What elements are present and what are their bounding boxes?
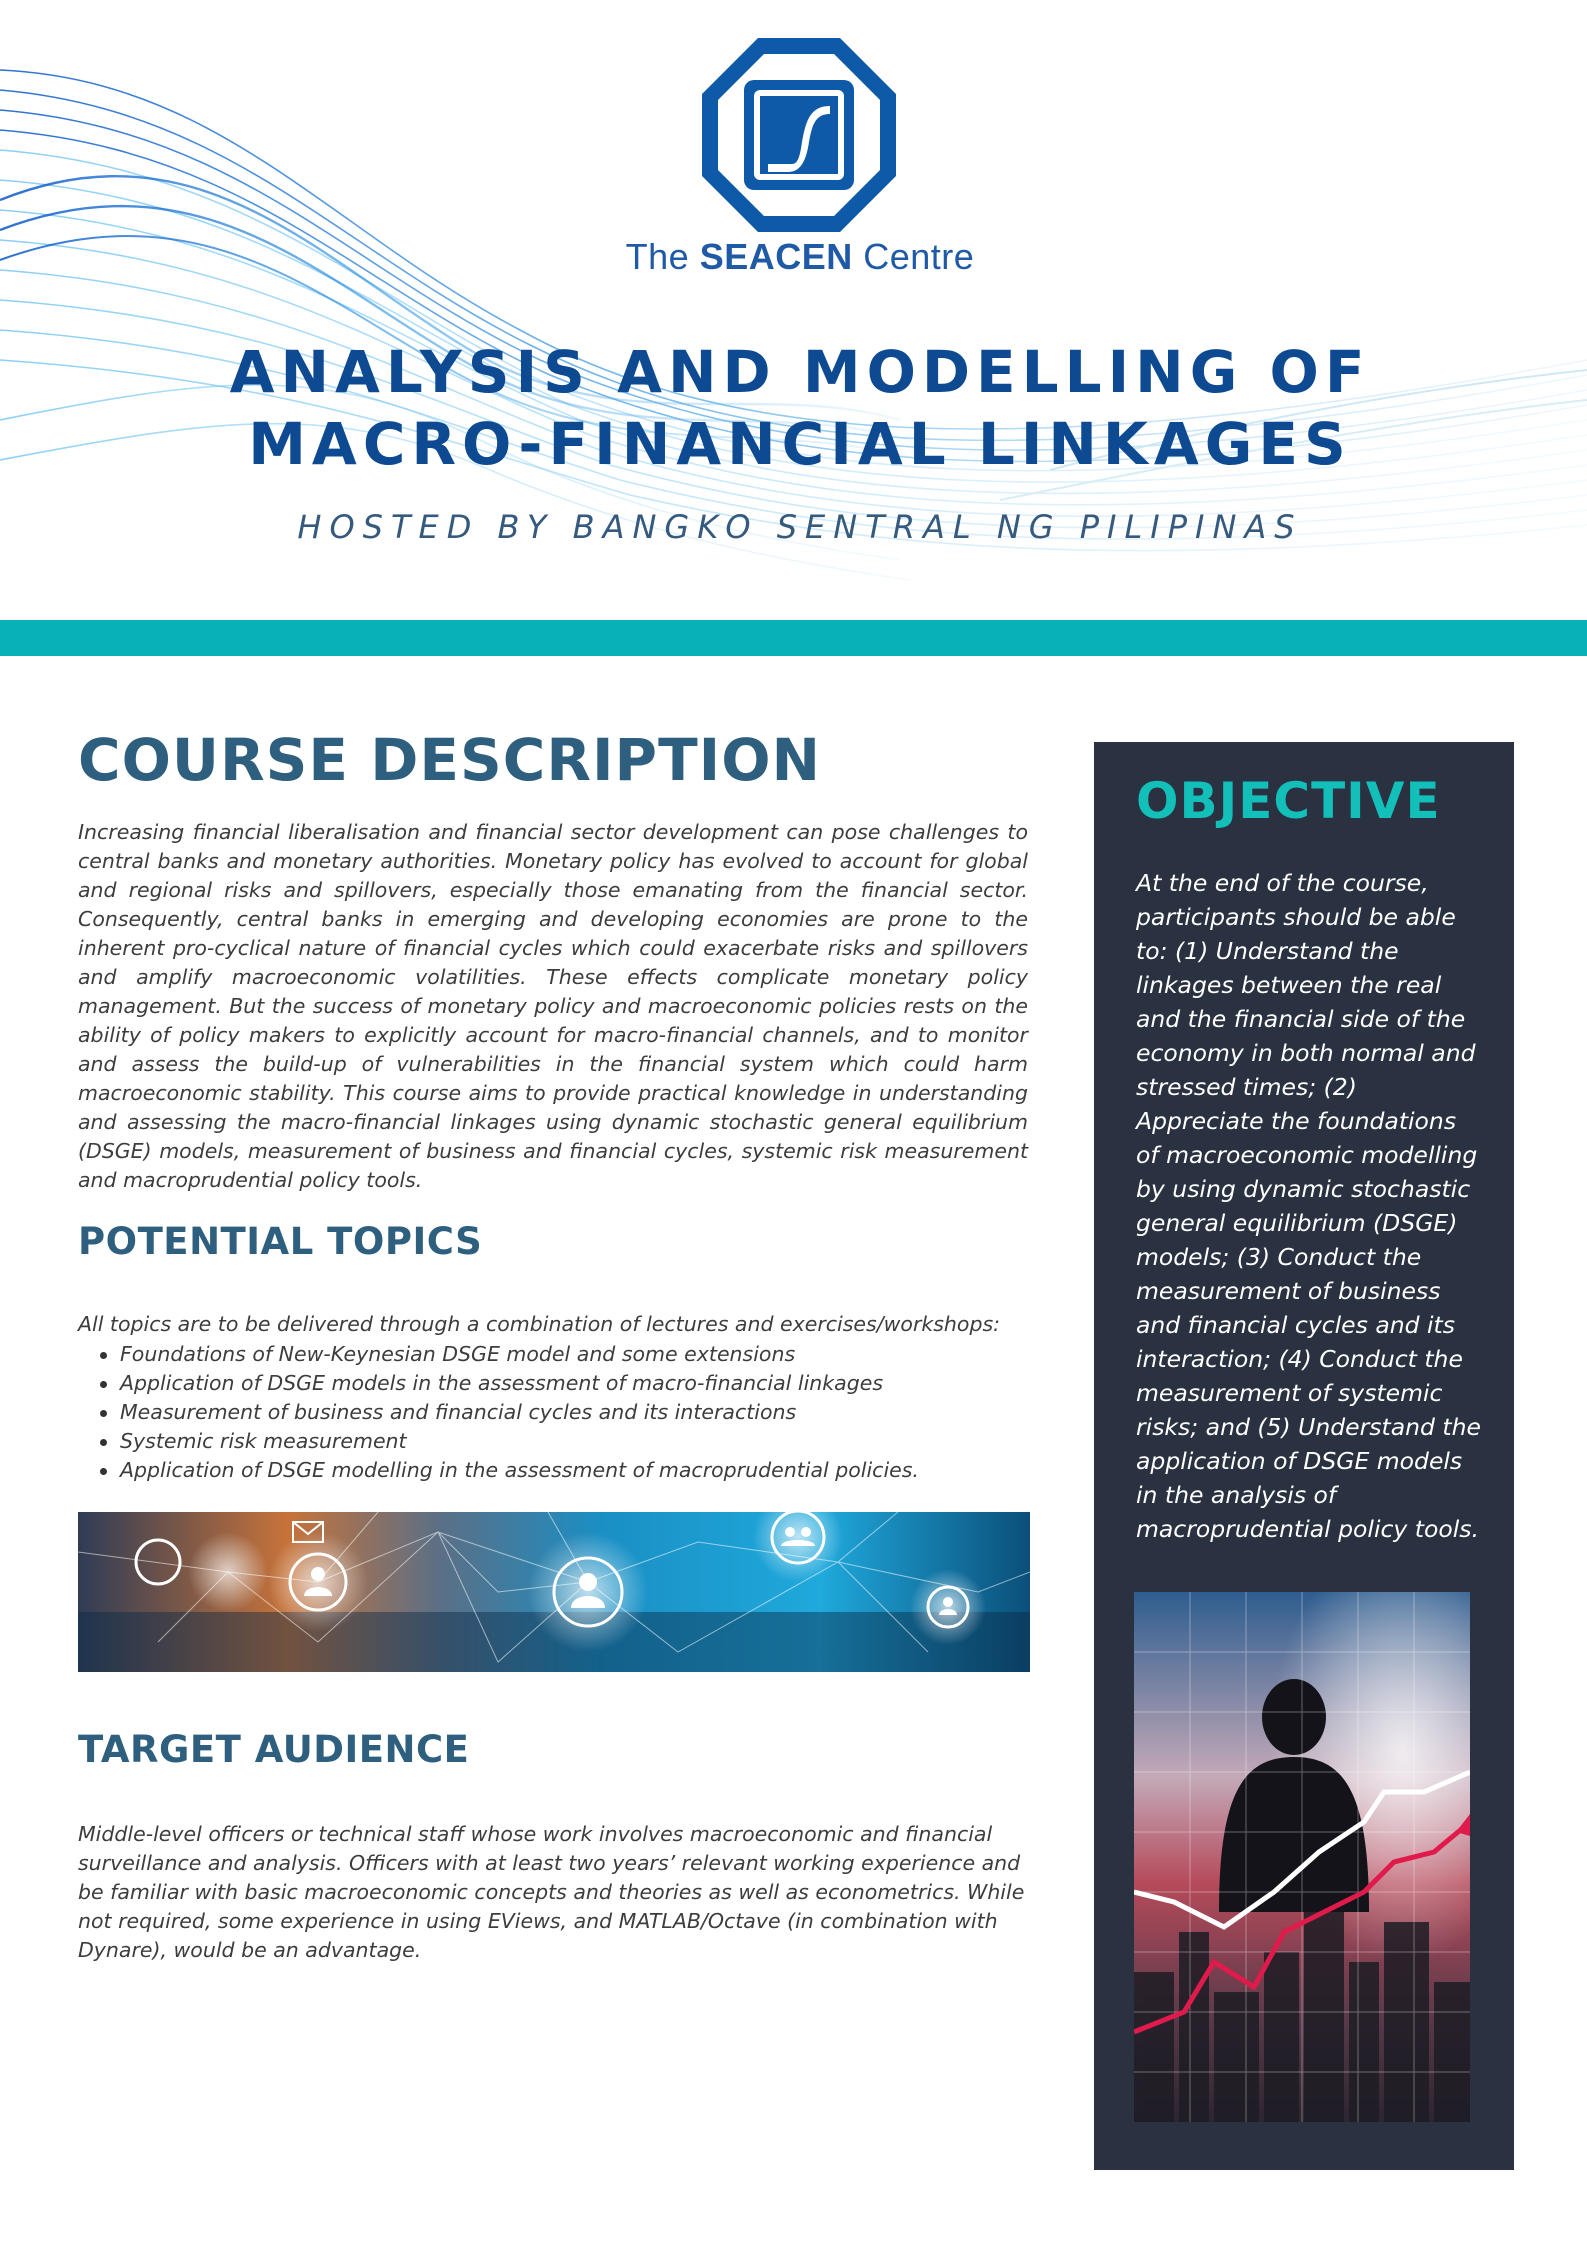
teal-divider-bar — [0, 620, 1587, 656]
brand-name — [560, 236, 1040, 278]
brand-suffix: Centre — [852, 236, 975, 277]
brand-prefix: The — [625, 236, 700, 277]
potential-topics-heading: POTENTIAL TOPICS — [78, 1220, 483, 1263]
course-description-heading: COURSE DESCRIPTION — [78, 726, 822, 794]
page-title-line1: ANALYSIS AND MODELLING OF — [229, 338, 1371, 406]
objective-panel — [1094, 742, 1514, 2170]
header — [0, 0, 1587, 620]
objective-text: At the end of the course, participants should be able to: (1) Understand the linkages between the real and the financial side of the economy in both normal and stressed times; (2) Appreciate the foundations of macroeconomic modelling by using dynamic stochastic general equilibrium (DSGE) models; (3) Conduct the measurement of business and financial cycles and its interaction; (4) Conduct the measurement of systemic risks; and (5) Understand the application of DSGE models in the analysis of macroprudential policy tools. — [1136, 869, 1481, 1543]
list-item: Systemic risk measurement — [78, 1427, 1028, 1456]
page-title-line2: MACRO-FINANCIAL LINKAGES — [248, 410, 1352, 478]
list-item: Application of DSGE modelling in the assessment of macroprudential policies. — [78, 1456, 1028, 1485]
business-chart-icon — [1134, 1592, 1470, 2122]
topics-intro: All topics are to be delivered through a combination of lectures and exercises/workshops: — [78, 1312, 1001, 1336]
host-subtitle: HOSTED BY BANGKO SENTRAL NG PILIPINAS — [297, 508, 1303, 546]
list-item: Application of DSGE models in the assessment of macro-financial linkages — [78, 1369, 1028, 1398]
seacen-logo-icon — [702, 38, 896, 232]
topics-list — [78, 1340, 1028, 1485]
list-item: Foundations of New-Keynesian DSGE model and some extensions — [78, 1340, 1028, 1369]
network-banner-image — [78, 1512, 1030, 1672]
list-item: Measurement of business and financial cycles and its interactions — [78, 1398, 1028, 1427]
brand-bold: SEACEN — [699, 236, 853, 277]
objective-heading: OBJECTIVE — [1136, 772, 1441, 830]
course-description-text: Increasing financial liberalisation and financial sector development can pose challenges to central banks and monetary authorities. Monetary policy has evolved to account for global and regional risks and spillovers, especially those emanating from the financial sector. Consequently, central banks in emerging and developing economies are prone to the inherent pro-cyclical nature of financial cycles which could exacerbate risks and spillovers and amplify macroeconomic volatilities. These effects complicate monetary policy management. But the success of monetary policy and macroeconomic policies rests on the ability of policy makers to explicitly account for macro-financial channels, and to monitor and assess the build-up of vulnerabilities in the financial system which could harm macroeconomic stability. This course aims to provide practical knowledge in understanding and assessing the macro-financial linkages using dynamic stochastic general equilibrium (DSGE) models, measurement of business and financial cycles, systemic risk measurement and macroprudential policy tools. — [78, 820, 1028, 1192]
target-audience-heading: TARGET AUDIENCE — [78, 1728, 470, 1771]
page-title — [160, 336, 1440, 480]
target-audience-text: Middle-level officers or technical staff whose work involves macroeconomic and financial surveillance and analysis. Officers with at least two years’ relevant working experience and be familiar with basic macroeconomic concepts and theories as well as econometrics. While not required, some experience in using EViews, and MATLAB/Octave (in combination with Dynare), would be an advantage. — [78, 1822, 1025, 1962]
course-description-section — [78, 720, 1028, 1195]
